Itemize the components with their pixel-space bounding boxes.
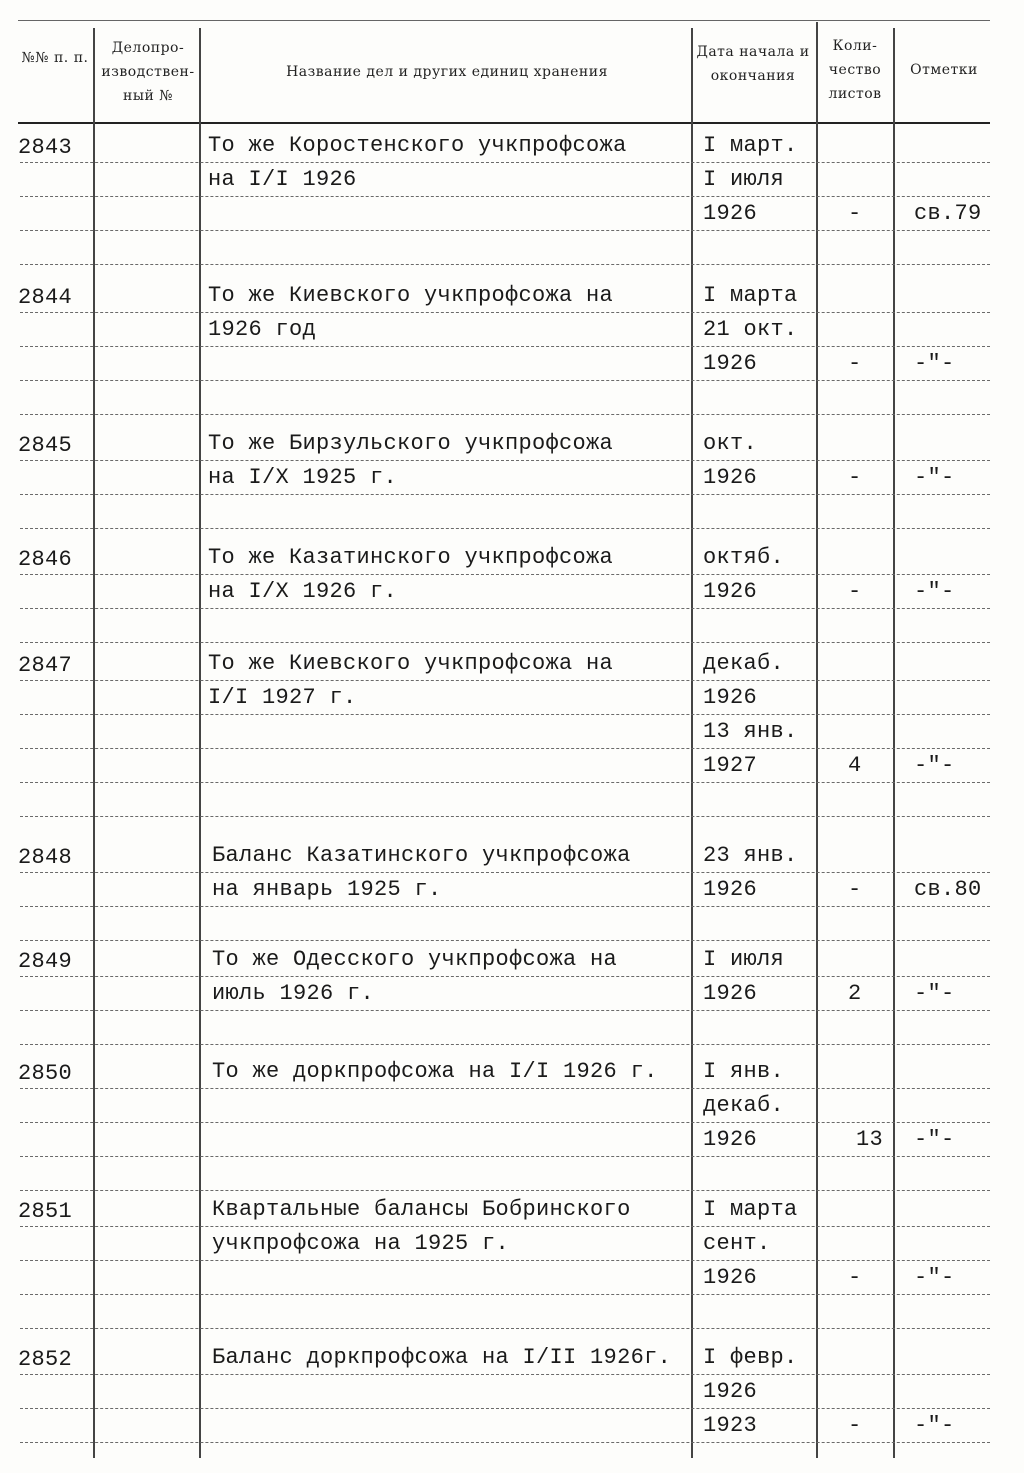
row-date-line: 1926	[703, 981, 758, 1006]
row-date-line: 1926	[703, 1265, 758, 1290]
column-divider-5	[893, 28, 895, 1458]
row-title-line: Квартальные балансы Бобринского	[212, 1197, 631, 1222]
ruled-line	[20, 380, 990, 382]
ruled-line	[20, 494, 990, 496]
ruled-line	[20, 1190, 990, 1192]
row-number: 2847	[18, 653, 73, 678]
column-divider-2	[199, 28, 201, 1458]
ruled-line	[20, 816, 990, 818]
column-divider-3	[691, 28, 693, 1458]
row-number: 2851	[18, 1199, 73, 1224]
row-number: 2852	[18, 1347, 73, 1372]
row-sheets: -	[848, 1265, 862, 1290]
row-date-line: I марта	[703, 1197, 798, 1222]
row-date-line: 13 янв.	[703, 719, 798, 744]
row-note: -"-	[914, 753, 955, 778]
row-title-line: То же Коростенского учкпрофсожа	[208, 133, 627, 158]
header-col-dates: Дата начала и окончания	[696, 44, 810, 84]
row-date-line: I февр.	[703, 1345, 798, 1370]
header-col-office-number: Делопро-изводствен-ный №	[101, 40, 195, 104]
row-date-line: 1926	[703, 579, 758, 604]
ruled-line	[20, 346, 990, 348]
row-title-line: 1926 год	[208, 317, 317, 342]
row-number: 2845	[18, 433, 73, 458]
ruled-line	[20, 976, 990, 978]
row-title-line: То же доркпрофсожа на I/I 1926 г.	[212, 1059, 658, 1084]
row-date-line: октяб.	[703, 545, 785, 570]
row-number: 2850	[18, 1061, 73, 1086]
row-date-line: 21 окт.	[703, 317, 798, 342]
column-divider-1	[93, 28, 95, 1458]
row-date-line: 1926	[703, 877, 758, 902]
row-note: -"-	[914, 1265, 955, 1290]
ruled-line	[20, 1294, 990, 1296]
row-date-line: 1926	[703, 465, 758, 490]
ruled-line	[20, 1260, 990, 1262]
ruled-line	[20, 748, 990, 750]
ruled-line	[20, 1442, 990, 1444]
row-note: -"-	[914, 465, 955, 490]
row-note: -"-	[914, 1413, 955, 1438]
ruled-line	[20, 1010, 990, 1012]
row-date-line: I июля	[703, 947, 785, 972]
row-sheets: -	[848, 1413, 862, 1438]
row-date-line: 1926	[703, 685, 758, 710]
header-col-sheets: Коли-чество листов	[828, 38, 882, 102]
row-title-line: на I/X 1926 г.	[208, 579, 398, 604]
row-title-line: Баланс Казатинского учкпрофсожа	[212, 843, 631, 868]
ruled-line	[20, 1408, 990, 1410]
row-date-line: I янв.	[703, 1059, 785, 1084]
row-note: св.79	[914, 201, 982, 226]
ruled-line	[20, 782, 990, 784]
row-title-line: То же Бирзульского учкпрофсожа	[208, 431, 614, 456]
row-date-line: 1926	[703, 1379, 758, 1404]
row-date-line: декаб.	[703, 651, 785, 676]
ruled-line	[20, 162, 990, 164]
row-sheets: -	[848, 201, 862, 226]
ruled-line	[20, 714, 990, 716]
ruled-line	[20, 414, 990, 416]
row-note: -"-	[914, 981, 955, 1006]
row-title-line: на I/X 1925 г.	[208, 465, 398, 490]
row-title-line: То же Киевского учкпрофсожа на	[208, 283, 614, 308]
table-top-rule	[18, 20, 990, 21]
row-date-line: I июля	[703, 167, 785, 192]
ruled-line	[20, 1328, 990, 1330]
row-note: св.80	[914, 877, 982, 902]
ruled-line	[20, 608, 990, 610]
ruled-line	[20, 574, 990, 576]
row-note: -"-	[914, 1127, 955, 1152]
row-sheets: -	[848, 465, 862, 490]
row-title-line: учкпрофсожа на 1925 г.	[212, 1231, 510, 1256]
ruled-line	[20, 312, 990, 314]
row-number: 2849	[18, 949, 73, 974]
column-divider-4	[816, 22, 818, 1458]
row-sheets: 13	[856, 1127, 884, 1152]
ruled-line	[20, 1122, 990, 1124]
header-col-title: Название дел и других единиц хранения	[286, 64, 608, 80]
row-number: 2844	[18, 285, 73, 310]
row-date-line: 1926	[703, 201, 758, 226]
row-sheets: -	[848, 877, 862, 902]
ruled-line	[20, 642, 990, 644]
row-date-line: 1927	[703, 753, 758, 778]
ruled-line	[20, 1156, 990, 1158]
header-col-number: №№ п. п.	[21, 50, 89, 66]
ruled-line	[20, 460, 990, 462]
ruled-line	[20, 1044, 990, 1046]
row-date-line: декаб.	[703, 1093, 785, 1118]
row-date-line: сент.	[703, 1231, 771, 1256]
row-title-line: июль 1926 г.	[212, 981, 375, 1006]
ruled-line	[20, 906, 990, 908]
header-bottom-rule	[18, 122, 990, 124]
ruled-line	[20, 230, 990, 232]
row-title-line: на I/I 1926	[208, 167, 357, 192]
row-sheets: 2	[848, 981, 862, 1006]
row-title-line: То же Казатинского учкпрофсожа	[208, 545, 614, 570]
row-title-line: I/I 1927 г.	[208, 685, 357, 710]
row-date-line: 1926	[703, 351, 758, 376]
ruled-line	[20, 940, 990, 942]
row-title-line: на январь 1925 г.	[212, 877, 442, 902]
row-date-line: 1926	[703, 1127, 758, 1152]
row-title-line: То же Одесского учкпрофсожа на	[212, 947, 618, 972]
ruled-line	[20, 1226, 990, 1228]
row-sheets: -	[848, 351, 862, 376]
ruled-line	[20, 1088, 990, 1090]
ruled-line	[20, 196, 990, 198]
ruled-line	[20, 872, 990, 874]
row-note: -"-	[914, 579, 955, 604]
row-date-line: I март.	[703, 133, 798, 158]
row-title-line: Баланс доркпрофсожа на I/II 1926г.	[212, 1345, 672, 1370]
row-number: 2843	[18, 135, 73, 160]
row-note: -"-	[914, 351, 955, 376]
row-date-line: 1923	[703, 1413, 758, 1438]
ruled-line	[20, 680, 990, 682]
ruled-line	[20, 528, 990, 530]
row-sheets: 4	[848, 753, 862, 778]
row-number: 2848	[18, 845, 73, 870]
row-date-line: окт.	[703, 431, 758, 456]
header-col-notes: Отметки	[910, 62, 978, 78]
row-number: 2846	[18, 547, 73, 572]
row-date-line: I марта	[703, 283, 798, 308]
row-sheets: -	[848, 579, 862, 604]
row-title-line: То же Киевского учкпрофсожа на	[208, 651, 614, 676]
ruled-line	[20, 1374, 990, 1376]
ruled-line	[20, 264, 990, 266]
row-date-line: 23 янв.	[703, 843, 798, 868]
